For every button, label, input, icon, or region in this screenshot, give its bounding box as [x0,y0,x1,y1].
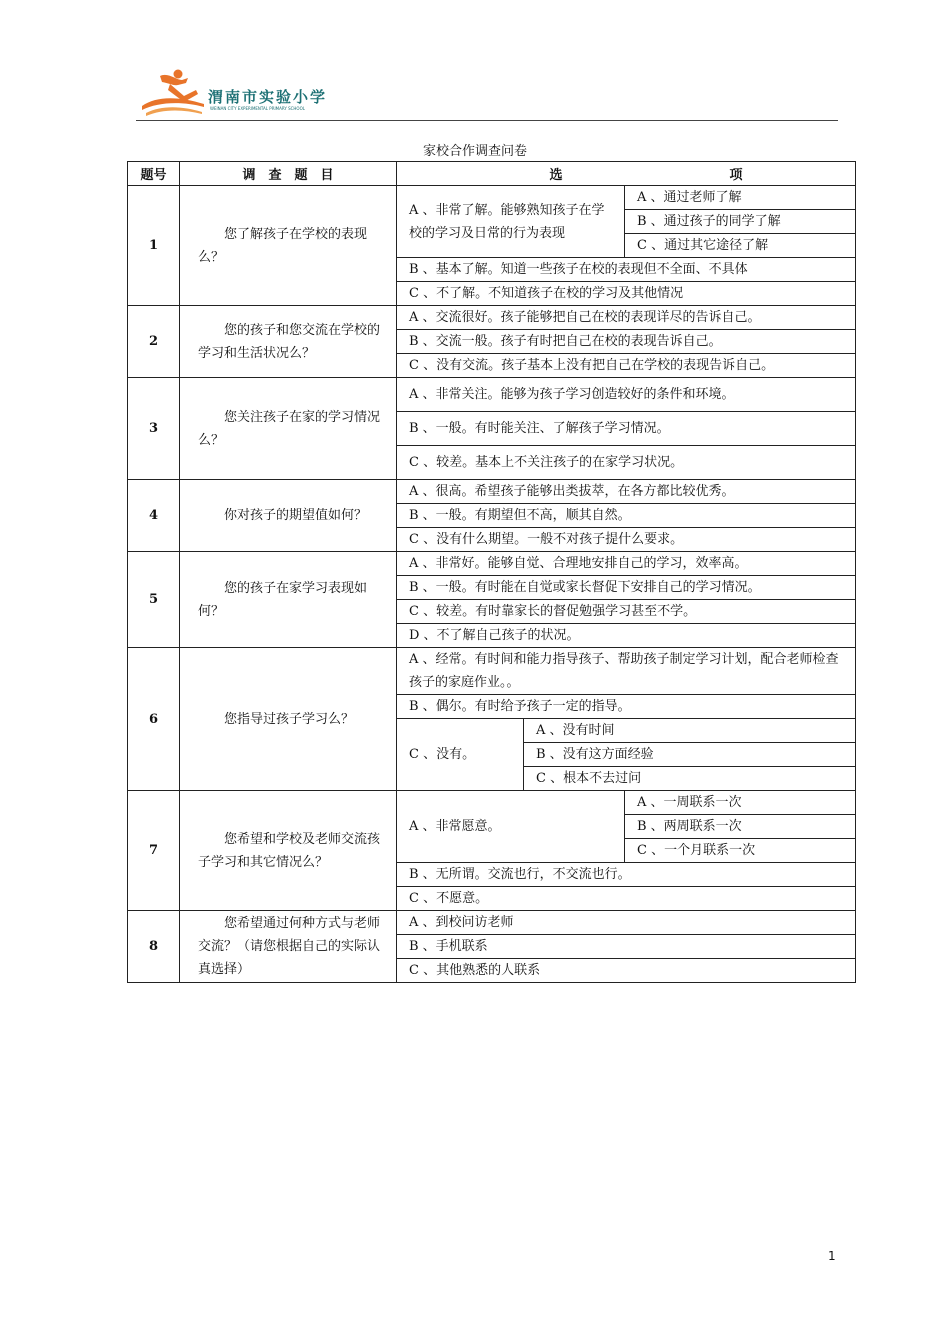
question-text: 您希望和学校及老师交流孩子学习和其它情况么？ [180,791,397,911]
table-row [128,552,856,576]
option-a: A 、经常。有时间和能力指导孩子、帮助孩子制定学习计划，配合老师检查孩子的家庭作业。。 [397,648,856,695]
table-row [128,186,856,210]
option: A 、到校问访老师 [397,911,856,935]
question-number: 6 [128,648,180,791]
sub-option: B 、两周联系一次 [625,815,856,839]
document-title: 家校合作调查问卷 [422,144,527,159]
header-number: 题号 [128,162,180,186]
option-b: B 、偶尔。有时给予孩子一定的指导。 [397,695,856,719]
table-row [128,306,856,330]
sub-option: A 、一周联系一次 [625,791,856,815]
option: A 、交流很好。孩子能够把自己在校的表现详尽的告诉自己。 [397,306,856,330]
header-options [397,162,856,186]
sub-option: C 、一个月联系一次 [625,839,856,863]
question-number: 4 [128,480,180,552]
option: C 、没有什么期望。一般不对孩子提什么要求。 [397,528,856,552]
logo-chinese-name: 渭南市实验小学 [208,88,328,106]
survey-table [127,161,856,983]
option: A 、非常关注。能够为孩子学习创造较好的条件和环境。 [397,378,856,412]
question-number: 3 [128,378,180,480]
question-number: 5 [128,552,180,648]
page-number: 1 [828,1249,836,1263]
option: D 、不了解自己孩子的状况。 [397,624,856,648]
header-options-1: 选 [549,168,563,183]
option-c: C 、不愿意。 [397,887,856,911]
sub-option: A 、通过老师了解 [625,186,856,210]
option: C 、较差。基本上不关注孩子的在家学习状况。 [397,446,856,480]
option: C 、较差。有时靠家长的督促勉强学习甚至不学。 [397,600,856,624]
question-number: 2 [128,306,180,378]
option-a: A 、非常了解。能够熟知孩子在学校的学习及日常的行为表现 [397,186,625,258]
question-text: 您指导过孩子学习么？ [180,648,397,791]
option-c: C 、不了解。不知道孩子在校的学习及其他情况 [397,282,856,306]
option: B 、一般。有时能在自觉或家长督促下安排自己的学习情况。 [397,576,856,600]
question-number: 7 [128,791,180,911]
option-c: C 、没有。 [397,719,524,791]
table-header-row [128,162,856,186]
question-text: 您的孩子在家学习表现如何？ [180,552,397,648]
option: B 、交流一般。孩子有时把自己在校的表现告诉自己。 [397,330,856,354]
page-header [136,60,838,121]
question-text: 你对孩子的期望值如何？ [180,480,397,552]
header-options-2: 项 [729,168,743,183]
option: C 、其他熟悉的人联系 [397,959,856,983]
sub-option: C 、根本不去过问 [524,767,856,791]
sub-option: B 、没有这方面经验 [524,743,856,767]
table-row [128,911,856,935]
option: A 、很高。希望孩子能够出类拔萃，在各方都比较优秀。 [397,480,856,504]
sub-option: C 、通过其它途径了解 [625,234,856,258]
option-a: A 、非常愿意。 [397,791,625,863]
question-text: 您了解孩子在学校的表现么？ [180,186,397,306]
header-question: 调 查 题 目 [180,162,397,186]
option: B 、手机联系 [397,935,856,959]
sub-option: A 、没有时间 [524,719,856,743]
table-row [128,791,856,815]
school-logo [138,66,338,118]
option: B 、一般。有时能关注、了解孩子学习情况。 [397,412,856,446]
question-text: 您希望通过何种方式与老师交流？（请您根据自己的实际认真选择） [180,911,397,983]
table-row [128,648,856,695]
option-b: B 、基本了解。知道一些孩子在校的表现但不全面、不具体 [397,258,856,282]
question-number: 8 [128,911,180,983]
option-b: B 、无所谓。交流也行，不交流也行。 [397,863,856,887]
option: B 、一般。有期望但不高，顺其自然。 [397,504,856,528]
table-row [128,378,856,412]
question-text: 您关注孩子在家的学习情况么？ [180,378,397,480]
table-row [128,480,856,504]
sub-option: B 、通过孩子的同学了解 [625,210,856,234]
question-number: 1 [128,186,180,306]
option: A 、非常好。能够自觉、合理地安排自己的学习，效率高。 [397,552,856,576]
question-text: 您的孩子和您交流在学校的学习和生活状况么？ [180,306,397,378]
logo-english-name: WEINAN CITY EXPERIMENTAL PRIMARY SCHOOL [210,106,305,111]
option: C 、没有交流。孩子基本上没有把自己在学校的表现告诉自己。 [397,354,856,378]
runner-logo-icon [138,66,208,118]
